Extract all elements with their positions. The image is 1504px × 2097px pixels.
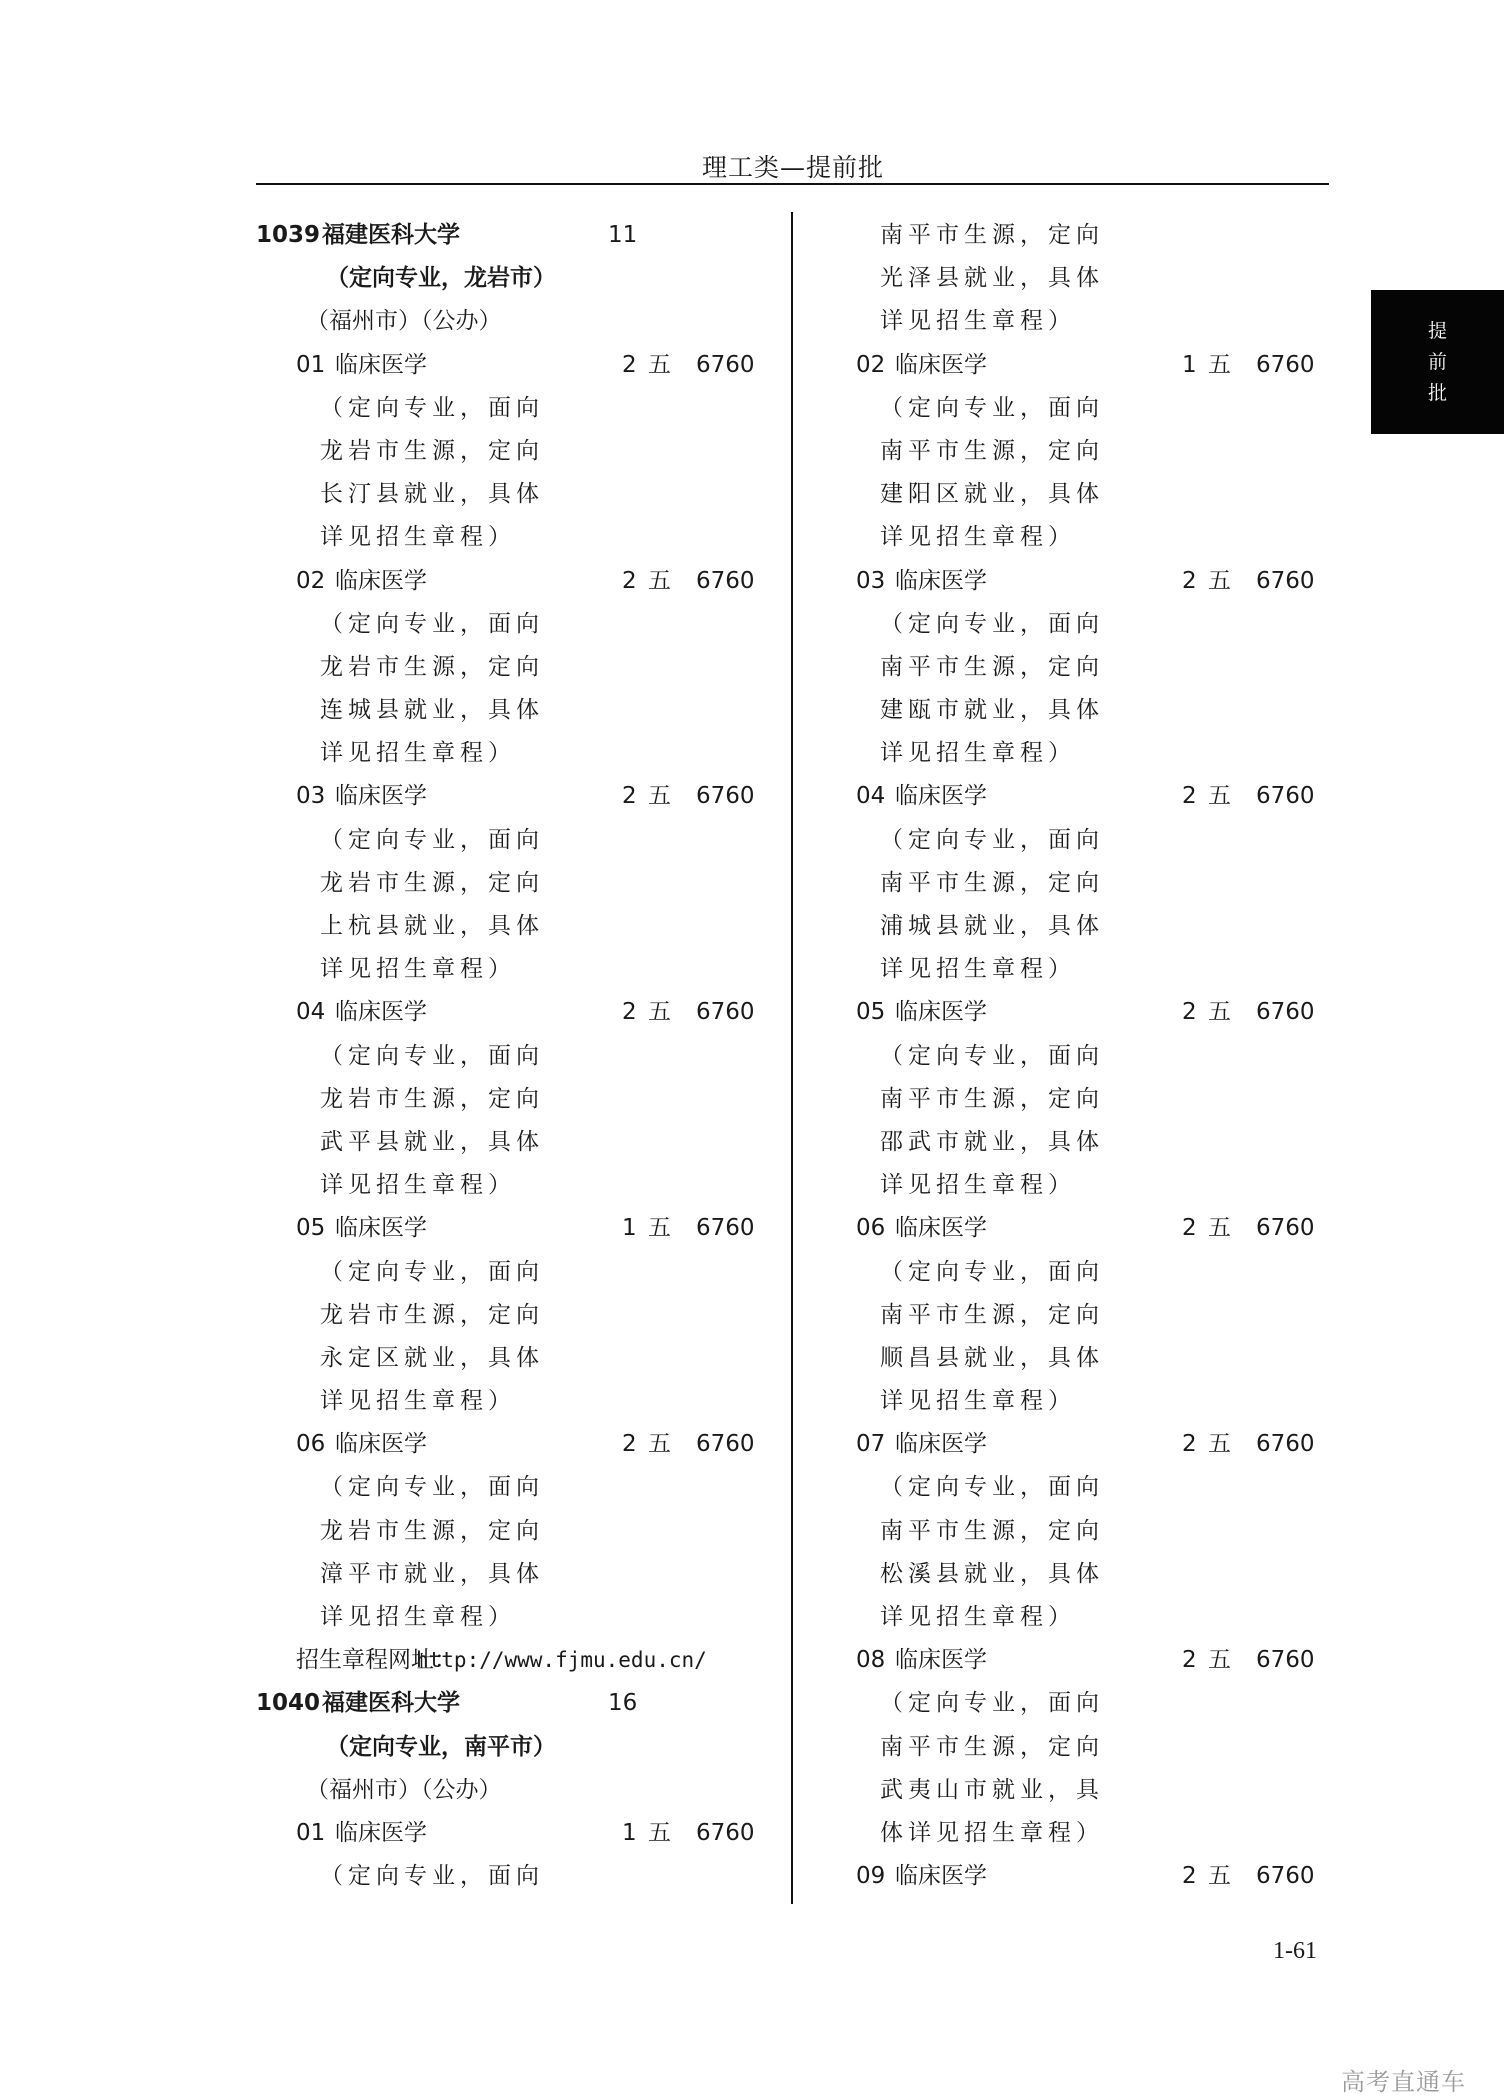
major-note-line [816,1812,1329,1855]
major-quota: 2 [622,1431,637,1458]
major-duration: 五 [648,783,671,810]
institution-location [256,1769,776,1812]
major-note-text: 龙岩市生源，定向 [320,1517,544,1544]
major-quota: 2 [1182,1863,1197,1890]
major-note-line [816,1251,1329,1294]
major-quota: 2 [622,567,637,594]
major-quota: 2 [622,783,637,810]
major-name: 临床医学 [895,567,987,594]
right-column [816,214,1329,1898]
major-name: 临床医学 [335,1215,427,1242]
major-note-line [256,387,776,430]
major-note-line [256,689,776,732]
major-note-text: 详见招生章程） [320,740,516,767]
major-note-line [816,862,1329,905]
major-row [816,1207,1329,1250]
major-note-text: 建阳区就业，具体 [880,481,1104,508]
major-note-line [256,948,776,991]
major-row [816,1423,1329,1466]
major-note-text: 体详见招生章程） [880,1819,1104,1846]
major-note-line [816,387,1329,430]
major-note-text: 详见招生章程） [880,956,1076,983]
major-note-text: 松溪县就业，具体 [880,1560,1104,1587]
major-fee: 6760 [1256,567,1315,594]
major-note-text: 漳平市就业，具体 [320,1560,544,1587]
major-duration: 五 [648,1215,671,1242]
major-fee: 6760 [1256,783,1315,810]
major-fee: 6760 [1256,351,1315,378]
major-fee: 6760 [1256,1863,1315,1890]
major-name: 临床医学 [335,351,427,378]
watermark-text: 高考直通车 [1341,2068,1466,2096]
major-note-text: 详见招生章程） [320,956,516,983]
major-name: 临床医学 [895,999,987,1026]
major-note-line [816,473,1329,516]
major-note-text: （定向专业，面向 [880,1042,1104,1069]
major-note-line [256,1337,776,1380]
major-row [256,560,776,603]
institution-subtitle [256,257,776,300]
major-note-text: 南平市生源，定向 [880,1085,1104,1112]
major-fee: 6760 [696,1215,755,1242]
major-note-line [816,732,1329,775]
major-row [816,775,1329,818]
major-note-text: 南平市生源，定向 [880,869,1104,896]
institution-code: 1039 [256,222,321,248]
major-note-text: 详见招生章程） [880,1172,1076,1199]
institution-quota: 11 [608,222,638,248]
major-name: 临床医学 [335,783,427,810]
major-duration: 五 [1208,783,1231,810]
side-tab-char: 提 [1427,319,1447,342]
major-note-line [816,1337,1329,1380]
major-note-line [816,905,1329,948]
institution-code: 1040 [256,1690,321,1717]
major-row [816,560,1329,603]
major-note-line [816,1078,1329,1121]
major-note-text: 永定区就业，具体 [320,1344,544,1371]
page-number: 1-61 [1273,1938,1317,1964]
major-note-line [816,1726,1329,1769]
major-note-line [256,1294,776,1337]
major-note-text: 上杭县就业，具体 [320,913,544,939]
major-note-text: 浦城县就业，具体 [880,913,1104,939]
major-fee: 6760 [1256,999,1315,1026]
major-note-line [256,473,776,516]
major-note-line [816,1035,1329,1078]
major-duration: 五 [1208,351,1231,378]
major-note-text: 详见招生章程） [320,1172,516,1199]
major-code: 01 [296,351,326,378]
major-fee: 6760 [1256,1431,1315,1458]
major-note-text: 武平县就业，具体 [320,1128,544,1155]
major-note-text: 南平市生源，定向 [880,1517,1104,1544]
major-note-line [816,819,1329,862]
major-note-text: 龙岩市生源，定向 [320,1301,544,1328]
major-code: 02 [296,567,326,594]
major-note-text: 龙岩市生源，定向 [320,653,544,680]
major-code: 07 [856,1431,886,1458]
section-side-tab [1371,290,1504,434]
major-note-text: 邵武市就业，具体 [880,1128,1104,1155]
major-code: 01 [296,1819,326,1846]
major-note-line [256,1251,776,1294]
major-note-line [816,516,1329,559]
major-note-text: 详见招生章程） [880,524,1076,551]
major-quota: 2 [1182,1647,1197,1674]
major-note-line [816,257,1329,300]
major-note-text: 详见招生章程） [880,308,1076,335]
admission-url-row [256,1639,776,1682]
major-duration: 五 [1208,1647,1231,1674]
institution-location-text: （福州市）（公办） [306,308,502,335]
major-note-line [816,1682,1329,1725]
major-note-line [256,1855,776,1898]
major-note-line [256,430,776,473]
major-quota: 2 [1182,999,1197,1026]
column-divider [791,212,793,1904]
header-rule [256,183,1329,185]
major-note-line [256,603,776,646]
major-fee: 6760 [1256,1215,1315,1242]
major-note-text: （定向专业，面向 [880,610,1104,637]
major-note-line [816,214,1329,257]
major-note-text: 详见招生章程） [880,1388,1076,1415]
major-note-text: 武夷山市就业，具 [880,1776,1104,1803]
admission-url-label: 招生章程网址： [296,1647,457,1674]
major-duration: 五 [648,1431,671,1458]
major-note-text: 龙岩市生源，定向 [320,437,544,464]
major-note-text: 南平市生源，定向 [880,1733,1104,1760]
major-note-line [816,603,1329,646]
major-note-line [816,1380,1329,1423]
major-duration: 五 [648,351,671,378]
major-note-text: （定向专业，面向 [880,394,1104,421]
institution-quota: 16 [608,1690,638,1717]
major-note-line [816,1294,1329,1337]
major-code: 05 [856,999,886,1026]
major-note-text: （定向专业，面向 [320,394,544,421]
major-note-line [816,1769,1329,1812]
major-note-line [816,1510,1329,1553]
major-note-line [816,646,1329,689]
major-note-text: （定向专业，面向 [320,610,544,637]
major-note-text: 南平市生源，定向 [880,1301,1104,1328]
major-note-text: 龙岩市生源，定向 [320,1085,544,1112]
major-note-line [256,1510,776,1553]
major-quota: 2 [1182,783,1197,810]
major-note-text: 南平市生源，定向 [880,437,1104,464]
major-duration: 五 [1208,1431,1231,1458]
major-code: 04 [856,783,886,810]
major-note-text: （定向专业，面向 [320,1863,544,1890]
major-row [816,991,1329,1034]
side-tab-char: 前 [1427,350,1447,373]
major-note-line [816,430,1329,473]
major-quota: 1 [1182,351,1197,378]
major-note-text: 详见招生章程） [880,740,1076,767]
major-code: 02 [856,351,886,378]
major-note-line [256,1380,776,1423]
major-note-line [256,1035,776,1078]
major-duration: 五 [1208,567,1231,594]
institution-subtitle-text: （定向专业，南平市） [326,1733,556,1760]
major-note-text: 光泽县就业，具体 [880,265,1104,292]
major-note-line [256,862,776,905]
major-code: 06 [856,1215,886,1242]
major-name: 临床医学 [895,351,987,378]
major-note-text: 长汀县就业，具体 [320,481,544,508]
institution-name: 福建医科大学 [322,222,460,248]
institution-location [256,300,776,343]
major-note-line [816,1553,1329,1596]
major-duration: 五 [1208,999,1231,1026]
major-note-text: （定向专业，面向 [880,1690,1104,1717]
institution-location-text: （福州市）（公办） [306,1776,502,1803]
major-note-line [256,1466,776,1509]
major-name: 临床医学 [335,999,427,1026]
major-quota: 1 [622,1215,637,1242]
major-note-text: 龙岩市生源，定向 [320,869,544,896]
major-fee: 6760 [696,999,755,1026]
major-row [256,1423,776,1466]
major-note-line [256,516,776,559]
major-note-line [256,1078,776,1121]
major-note-text: （定向专业，面向 [320,1474,544,1501]
major-note-text: （定向专业，面向 [880,1258,1104,1285]
major-note-line [816,300,1329,343]
institution-subtitle [256,1726,776,1769]
admission-url-link[interactable]: http://www.fjmu.edu.cn/ [416,1648,707,1673]
major-quota: 2 [1182,1215,1197,1242]
major-note-text: （定向专业，面向 [320,826,544,853]
left-column [256,214,776,1898]
major-note-text: 建瓯市就业，具体 [880,697,1104,724]
major-code: 06 [296,1431,326,1458]
major-quota: 2 [622,351,637,378]
institution-subtitle-text: （定向专业，龙岩市） [326,265,556,292]
major-fee: 6760 [696,351,755,378]
major-note-line [816,948,1329,991]
major-note-line [256,1164,776,1207]
major-code: 05 [296,1215,326,1242]
major-note-line [816,1121,1329,1164]
major-note-line [256,1121,776,1164]
major-row [816,344,1329,387]
major-note-text: （定向专业，面向 [320,1042,544,1069]
major-note-line [816,1596,1329,1639]
major-note-text: 顺昌县就业，具体 [880,1344,1104,1371]
major-note-text: 详见招生章程） [880,1604,1076,1630]
major-fee: 6760 [696,783,755,810]
major-note-text: 连城县就业，具体 [320,697,544,724]
major-note-text: （定向专业，面向 [320,1258,544,1285]
major-code: 03 [856,567,886,594]
major-quota: 2 [1182,567,1197,594]
institution-name: 福建医科大学 [322,1690,460,1717]
major-row [256,775,776,818]
major-row [256,344,776,387]
major-name: 临床医学 [895,1647,987,1674]
major-note-line [816,1164,1329,1207]
major-note-line [256,819,776,862]
major-quota: 2 [622,999,637,1026]
major-duration: 五 [648,1819,671,1846]
major-row [816,1639,1329,1682]
major-note-text: 详见招生章程） [320,524,516,551]
major-name: 临床医学 [335,567,427,594]
institution-row [256,214,776,257]
major-name: 临床医学 [895,1215,987,1242]
major-code: 03 [296,783,326,810]
major-note-text: 详见招生章程） [320,1388,516,1415]
major-note-line [256,1553,776,1596]
major-note-text: （定向专业，面向 [880,1474,1104,1501]
major-fee: 6760 [696,1431,755,1458]
major-note-line [816,1466,1329,1509]
major-row [256,1812,776,1855]
major-duration: 五 [1208,1863,1231,1890]
major-name: 临床医学 [895,1431,987,1458]
major-row [816,1855,1329,1898]
major-quota: 2 [1182,1431,1197,1458]
major-note-line [816,689,1329,732]
side-tab-char: 批 [1427,381,1447,404]
major-note-line [256,1596,776,1639]
major-name: 临床医学 [895,1863,987,1890]
major-code: 09 [856,1863,886,1890]
major-duration: 五 [1208,1215,1231,1242]
institution-row [256,1682,776,1725]
major-note-text: （定向专业，面向 [880,826,1104,853]
major-note-line [256,732,776,775]
major-note-text: 详见招生章程） [320,1604,516,1630]
major-quota: 1 [622,1819,637,1846]
major-fee: 6760 [696,1819,755,1846]
major-note-text: 南平市生源，定向 [880,222,1104,248]
major-fee: 6760 [1256,1647,1315,1674]
major-duration: 五 [648,567,671,594]
major-note-line [256,905,776,948]
major-row [256,1207,776,1250]
major-note-line [256,646,776,689]
major-name: 临床医学 [895,783,987,810]
major-row [256,991,776,1034]
major-code: 08 [856,1647,886,1674]
major-name: 临床医学 [335,1431,427,1458]
major-fee: 6760 [696,567,755,594]
major-code: 04 [296,999,326,1026]
running-header-title: 理工类—提前批 [701,153,884,182]
major-note-text: 南平市生源，定向 [880,653,1104,680]
major-duration: 五 [648,999,671,1026]
major-name: 临床医学 [335,1819,427,1846]
